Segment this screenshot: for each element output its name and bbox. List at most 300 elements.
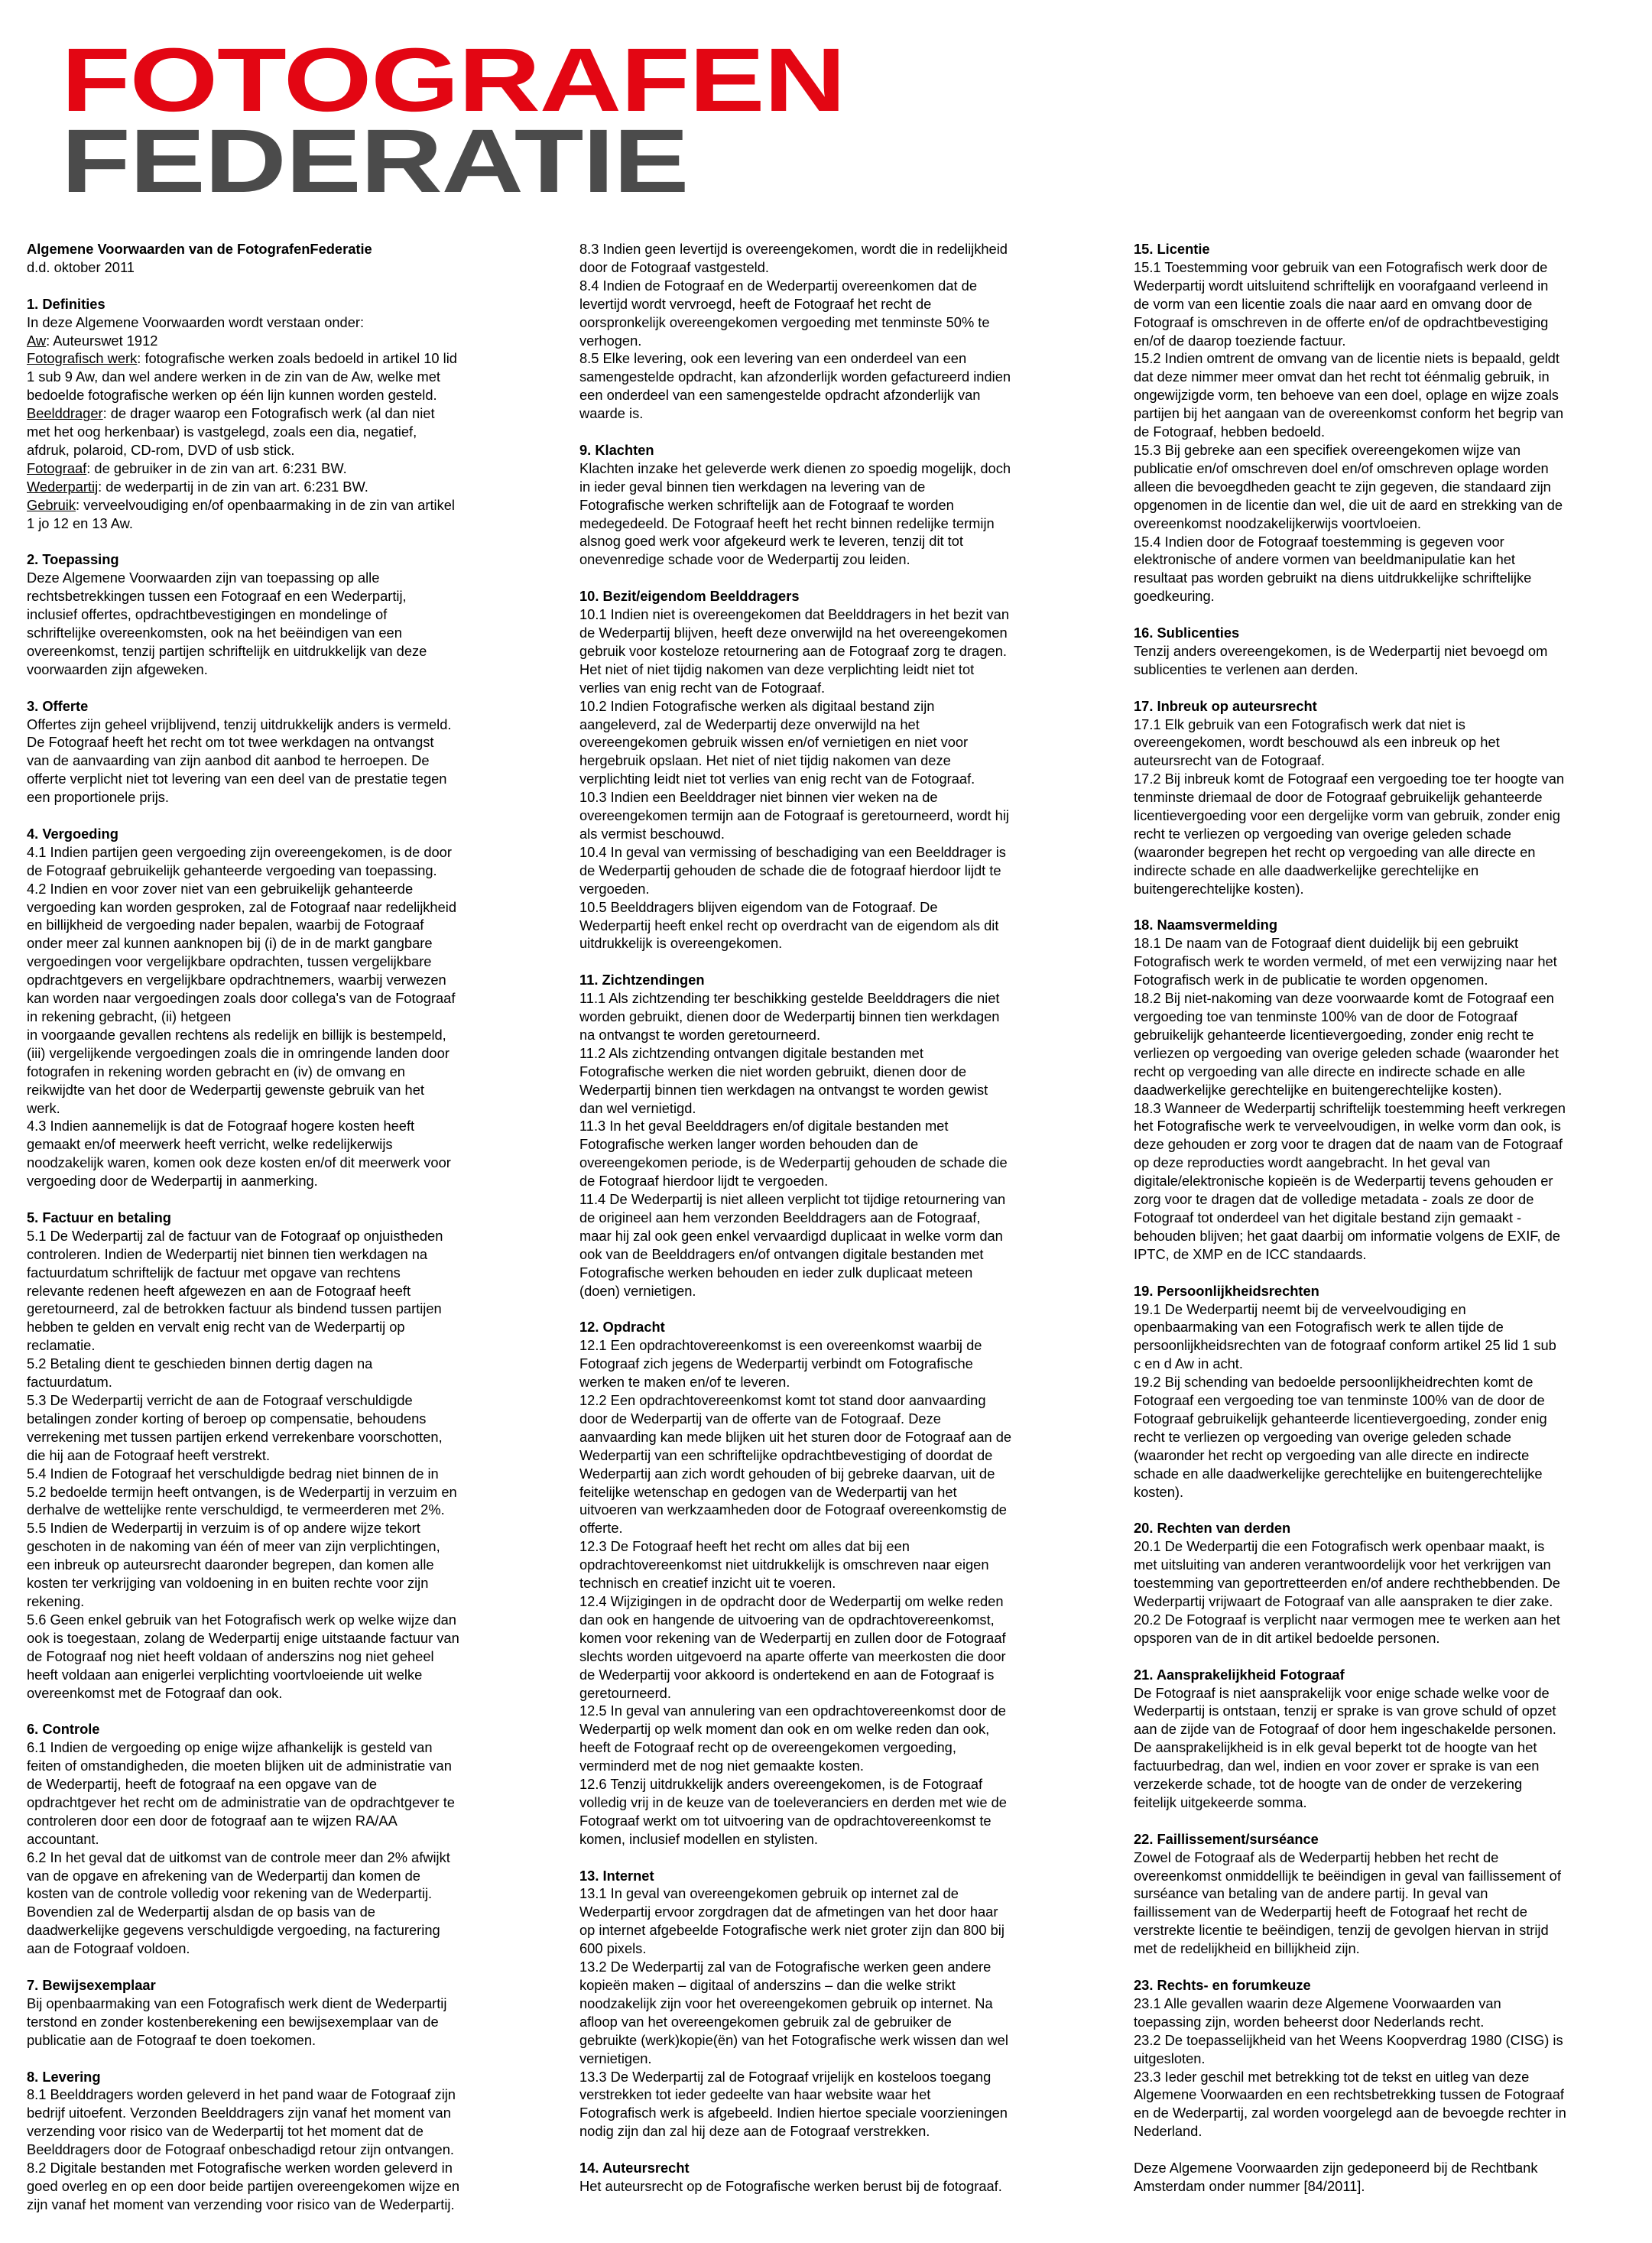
text-line: Wederpartij op welk moment dan ook en om welke reden dan ook, <box>579 1721 990 1738</box>
text-line: de vorm van een licentie zoals die naar aard en omvang door de <box>1134 295 1533 312</box>
section-heading: 20. Rechten van derden <box>1134 1520 1291 1537</box>
text-line: 18.1 De naam van de Fotograaf dient duidelijk bij een gebruikt <box>1134 935 1519 952</box>
text-line: reclamatie. <box>27 1337 96 1354</box>
text-line: schade en alle daadwerkelijke gerechtelijke en buitengerechtelijke <box>1134 1465 1543 1482</box>
text-line <box>27 349 553 368</box>
text-line: 10.1 Indien niet is overeengekomen dat Beelddragers in het bezit van <box>579 606 1010 623</box>
text-line: Beelddragers door de Fotograaf onbeschadigd retour zijn ontvangen. <box>27 2141 454 2158</box>
text-line: publicatie en/of omschreven doel en/of omschreven oplage worden <box>1134 459 1549 476</box>
text-line: en/of de daarop toeziende factuur. <box>1134 332 1346 349</box>
text-line: en de Wederpartij, zal worden voorgelegd aan de bevoegde rechter in <box>1134 2105 1566 2121</box>
text-line: betalingen zonder korting of beroep op compensatie, behoudens <box>27 1410 427 1427</box>
text-line: 5.6 Geen enkel gebruik van het Fotografisch werk op welke wijze dan <box>27 1611 456 1628</box>
text-line: 23.2 De toepasselijkheid van het Weens Koopverdrag 1980 (CISG) is <box>1134 2031 1563 2048</box>
text-line: digitale/elektronische kopieën is de Wederpartij tevens gehouden er <box>1134 1173 1553 1190</box>
text-line: kosten ter verkrijging van voldoening in en buiten rechte voor zijn <box>27 1575 429 1592</box>
text-line: zorg voor te dragen dat de volledige metadata - zoals ze door de <box>1134 1191 1534 1208</box>
text-line: 8.4 Indien de Fotograaf en de Wederpartij overeenkomen dat de <box>579 277 978 294</box>
section-heading: 22. Faillissement/surséance <box>1134 1830 1319 1847</box>
section-heading: 5. Factuur en betaling <box>27 1209 171 1225</box>
text-line: aan de Fotograaf voldoen. <box>27 1940 190 1957</box>
text-line: Wederpartij binnen tien werkdagen na ontvangst te worden gewist <box>579 1081 988 1098</box>
text-line: voorwaarden zijn afgeweken. <box>27 661 208 677</box>
defined-term: Fotografisch werk <box>27 350 138 367</box>
text-line: overeengekomen termijn aan de Fotograaf is geretourneerd, wordt hij <box>579 807 1009 824</box>
text-line: verplichting leidt niet tot verlies van enig recht van de Fotograaf. <box>579 771 975 787</box>
text-line: reikwijdte van het door de Wederpartij gewenste gebruik van het <box>27 1081 424 1098</box>
text-line: 13.3 De Wederpartij zal de Fotograaf vrijelijk en kosteloos toegang <box>579 2068 992 2085</box>
text-line: opdrachtovereenkomst niet uitdrukkelijk is omschreven naar eigen <box>579 1556 989 1573</box>
text-line: 1 sub 9 Aw, dan wel andere werken in de zin van de Aw, welke met <box>27 368 440 385</box>
text-line: feitelijke wetenschap en gedogen van de Wederpartij van het <box>579 1483 957 1500</box>
text-line: derhalve de wettelijke rente verschuldigd, te vermeerderen met 2%. <box>27 1501 445 1518</box>
text-line: Fotografische werken langer worden behouden dan de <box>579 1136 919 1153</box>
text-line: 15.1 Toestemming voor gebruik van een Fotografisch werk door de <box>1134 258 1548 275</box>
text-line: ongewijzigde vorm, ten behoeve van een doel, oplage en wijze zoals <box>1134 387 1559 404</box>
text-line: 23.1 Alle gevallen waarin deze Algemene Voorwaarden van <box>1134 1995 1501 2011</box>
text-line: overeenkomst, tenzij partijen schriftelijk en uitdrukkelijk van deze <box>27 642 427 659</box>
text-line: onder meer zal kunnen aanknopen bij (i) de in de markt gangbare <box>27 935 433 952</box>
text-line: rechtsbetrekkingen tussen een Fotograaf en een Wederpartij, <box>27 588 407 605</box>
definition-text: : fotografische werken zoals bedoeld in artikel 10 lid <box>137 350 457 367</box>
text-line: buitengerechtelijke kosten). <box>1134 880 1304 897</box>
text-line: bedoelde fotografische werken op één lijn kunnen worden gesteld. <box>27 387 437 404</box>
section-heading: 4. Vergoeding <box>27 825 118 842</box>
text-line: persoonlijkheidsrechten van de fotograaf conform artikel 25 lid 1 sub <box>1134 1337 1556 1354</box>
defined-term: Beelddrager <box>27 405 103 422</box>
text-line: een onderdeel van een samengestelde opdracht afzonderlijk van <box>579 387 981 404</box>
text-line: kosten). <box>1134 1483 1184 1500</box>
text-line: 5.3 De Wederpartij verricht de aan de Fotograaf verschuldigde <box>27 1392 413 1409</box>
text-line: 11.3 In het geval Beelddragers en/of digitale bestanden met <box>579 1118 949 1134</box>
section-heading: 7. Bewijsexemplaar <box>27 1976 156 1993</box>
text-line: 4.2 Indien en voor zover niet van een gebruikelijk gehanteerde <box>27 880 414 897</box>
text-line: partijen bij het aangaan van de overeenkomst conform het begrip van <box>1134 405 1563 422</box>
text-line: verminderd met de nog niet gemaakte kosten. <box>579 1758 864 1774</box>
definition-text: : de wederpartij in de zin van art. 6:231 BW. <box>98 478 368 495</box>
section <box>1134 916 1652 1263</box>
section-heading: 13. Internet <box>579 1867 654 1884</box>
text-line: maar hij zal ook geen enkel vervaardigd duplicaat in welke vorm dan <box>579 1227 1003 1244</box>
section-heading: 8. Levering <box>27 2068 101 2085</box>
text-line: nodig zijn dan zal hij deze aan de Fotograaf verstrekken. <box>579 2123 930 2140</box>
text-line: faillissement van de Wederpartij heeft de Fotograaf het recht de <box>1134 1904 1527 1920</box>
text-line: zijn vanaf het moment van verzending voor risico van de Wederpartij. <box>27 2196 455 2212</box>
text-line: toestemming van geportretteerden en/of andere rechthebbenden. De <box>1134 1575 1560 1592</box>
text-line: in voorgaande gevallen rechtens als redelijk en billijk is bestempeld, <box>27 1026 446 1043</box>
text-line: 15.2 Indien omtrent de omvang van de licentie niets is bepaald, geldt <box>1134 350 1560 367</box>
section <box>27 1209 553 1702</box>
text-line: goedkeuring. <box>1134 588 1215 605</box>
text-line: recht te verliezen op vergoeding van overige geleden schade <box>1134 1428 1511 1445</box>
text-line: 15.3 Bij gebreke aan een specifiek overeengekomen wijze van <box>1134 441 1521 458</box>
text-line: Fotograaf zich jegens de Wederpartij verbindt om Fotografische <box>579 1355 973 1372</box>
text-line: vernietigen. <box>579 2050 652 2066</box>
text-line: 23.3 Ieder geschil met betrekking tot de tekst en uitleg van deze <box>1134 2068 1530 2085</box>
text-line: hergebruik opslaan. Het niet of niet tijdig nakomen van deze <box>579 752 951 769</box>
text-line: volledig vrij in de keuze van de toeleveranciers en derden met wie de <box>579 1793 1007 1810</box>
text-line: samengestelde opdracht, kan afzonderlijk worden gefactureerd indien <box>579 368 1011 385</box>
text-line: met de redelijkheid en billijkheid zijn. <box>1134 1940 1360 1957</box>
text-line: Fotografisch werk in de publicatie te worden opgenomen. <box>1134 972 1488 988</box>
text-line: overeengekomen, wordt beschouwd als een inbreuk op het <box>1134 734 1500 751</box>
section <box>1134 624 1652 679</box>
text-line: Wederpartij aan zich wordt gehouden of bij gebreke daarvan, uit de <box>579 1465 995 1482</box>
text-line: heeft de Fotograaf recht op de overeengekomen vergoeding, <box>579 1739 956 1756</box>
text-line: 18.2 Bij niet-nakoming van deze voorwaarde komt de Fotograaf een <box>1134 990 1554 1007</box>
section-heading: 19. Persoonlijkheidsrechten <box>1134 1282 1319 1299</box>
text-line <box>27 404 553 423</box>
section-heading: 23. Rechts- en forumkeuze <box>1134 1976 1311 1993</box>
text-line: Amsterdam onder nummer [84/2011]. <box>1134 2177 1365 2194</box>
text-line: 6.1 Indien de vergoeding op enige wijze afhankelijk is gesteld van <box>27 1739 433 1756</box>
text-line: behouden blijven; het gaat daarbij om informatie volgens de EXIF, de <box>1134 1227 1560 1244</box>
text-line: 12.6 Tenzij uitdrukkelijk anders overeengekomen, is de Fotograaf <box>579 1776 983 1793</box>
text-line <box>27 459 553 478</box>
text-line: afdruk, polaroid, CD-rom, DVD of usb stick. <box>27 441 295 458</box>
document-title: Algemene Voorwaarden van de FotografenFederatie <box>27 241 372 257</box>
section <box>579 1318 1105 1848</box>
text-line: IPTC, de XMP en de ICC standaards. <box>1134 1245 1367 1262</box>
text-line: gebruikelijk gehanteerde licentievergoeding, zonder enig recht te <box>1134 1026 1534 1043</box>
text-line: 12.4 Wijzigingen in de opdracht door de Wederpartij om welke reden <box>579 1593 1004 1609</box>
text-line: dat deze nimmer meer omvat dan het recht tot éénmalig gebruik, in <box>1134 368 1550 385</box>
text-line: de Fotograaf nog niet heeft voldaan of anderszins nog niet geheel <box>27 1647 434 1664</box>
text-line: relevante redenen heeft afgewezen en aan de Fotograaf heeft <box>27 1282 411 1299</box>
text-line: heeft voldaan aan enigerlei verplichting voortvloeiende uit welke <box>27 1666 423 1683</box>
text-line: in rekening gebracht, (ii) hetgeen <box>27 1008 232 1024</box>
section <box>579 2159 1105 2196</box>
text-line: levertijd wordt vervroegd, heeft de Fotograaf het recht de <box>579 295 932 312</box>
text-line: In deze Algemene Voorwaarden wordt verstaan onder: <box>27 313 365 330</box>
text-line: Deze Algemene Voorwaarden zijn van toepassing op alle <box>27 570 380 586</box>
text-line: opdrachtgevers en vergelijkbare opdrachtnemers, waarbij verwezen <box>27 972 446 988</box>
text-line: alsnog goed werk voor afgekeurd werk te leveren, tenzij dit tot <box>579 533 963 550</box>
text-line: slechts worden uitgevoerd na aparte offerte van meerkosten die door <box>579 1647 1006 1664</box>
text-line: vergoedingen voor vergelijkbare opdrachten, tussen vergelijkbare <box>27 953 432 970</box>
section <box>1134 697 1652 898</box>
text-line: Fotograaf is omschreven in de offerte en/of de opdrachtbevestiging <box>1134 313 1549 330</box>
text-line: opsporen van de in dit artikel bedoelde personen. <box>1134 1629 1440 1646</box>
text-line: Wederpartij vrijwaart de Fotograaf van alle aanspraken te dier zake. <box>1134 1592 1553 1609</box>
text-line: 19.2 Bij schending van bedoelde persoonlijkheidrechten komt de <box>1134 1374 1534 1391</box>
text-line: dan ook en hangende de uitvoering van de opdrachtovereenkomst, <box>579 1611 995 1628</box>
text-line: De Fotograaf is niet aansprakelijk voor enige schade welke voor de <box>1134 1684 1550 1701</box>
section <box>579 1867 1105 2141</box>
text-line: factuurdatum schriftelijk de factuur met opgave van rechtens <box>27 1264 401 1281</box>
text-line: ook is toegestaan, zolang de Wederpartij enige uitstaande factuur van <box>27 1629 459 1646</box>
section-heading: 1. Definities <box>27 295 105 312</box>
text-line: 5.1 De Wederpartij zal de factuur van de Fotograaf op onjuistheden <box>27 1227 443 1244</box>
text-line: 20.1 De Wederpartij die een Fotografisch werk openbaar maakt, is <box>1134 1538 1545 1555</box>
text-line: de Fotograaf gebruikelijk gehanteerde vergoeding van toepassing. <box>27 862 437 878</box>
text-line: Wederpartij heeft enkel recht op overdracht van de eigendom als dit <box>579 917 999 933</box>
text-line: 8.3 Indien geen levertijd is overeengekomen, wordt die in redelijkheid <box>579 241 1008 257</box>
text-line: een inbreuk op auteursrecht daaronder begrepen, dan komen alle <box>27 1556 434 1573</box>
text-line: Het auteursrecht op de Fotografische werken berust bij de fotograaf. <box>579 2177 1002 2194</box>
text-line: verzending voor risico van de Wederpartij tot het moment dat de <box>27 2123 424 2140</box>
text-line: kan worden naar vergoedingen zoals door collega's van de Fotograaf <box>27 990 456 1007</box>
logo-line-federatie: FEDERATIE <box>61 111 689 212</box>
text-line: Fotografische werken schriftelijk aan de Fotograaf te worden <box>579 496 954 513</box>
logo-line-fotografen: FOTOGRAFEN <box>61 30 845 131</box>
section-heading: 18. Naamsvermelding <box>1134 917 1277 933</box>
text-line: 19.1 De Wederpartij neemt bij de verveelvoudiging en <box>1134 1300 1466 1317</box>
text-line: de Fotograaf, hebben bedoeld. <box>1134 424 1326 440</box>
text-line: Wederpartij ervoor zorgdragen dat de afmetingen van het door haar <box>579 1904 998 1920</box>
section-heading: 2. Toepassing <box>27 551 119 568</box>
text-line: Wederpartij wordt uitsluitend schriftelijk en voorafgaand verleend in <box>1134 277 1549 294</box>
text-line: de Wederpartij, heeft de fotograaf na een opgave van de <box>27 1776 378 1793</box>
section <box>27 1976 553 2050</box>
section-heading: 15. Licentie <box>1134 241 1210 257</box>
text-line: vergoeding kan worden gesproken, zal de Fotograaf naar redelijkheid <box>27 898 456 915</box>
text-line: 8.2 Digitale bestanden met Fotografische werken worden geleverd in <box>27 2160 453 2176</box>
text-line: verstrekte licentie te beëindigen, tenzij de gevolgen hiervan in strijd <box>1134 1922 1549 1939</box>
text-line: inclusief offertes, opdrachtbevestigingen en mondelinge of <box>27 606 388 623</box>
text-line: met het oog herkenbaar) is vastgelegd, zoals een dia, negatief, <box>27 424 417 440</box>
text-line: verliezen op vergoeding van overige geleden schade (waaronder het <box>1134 1044 1559 1061</box>
section <box>579 240 1105 423</box>
text-line: Bij openbaarmaking van een Fotografisch werk dient de Wederpartij <box>27 1995 447 2011</box>
text-line: het Fotografische werk te verveelvoudigen, in welke vorm dan ook, is <box>1134 1118 1561 1134</box>
text-line: met uitsluiting van anderen verantwoordelijk voor het verkrijgen van <box>1134 1556 1551 1573</box>
text-line: 6.2 In het geval dat de uitkomst van de controle meer dan 2% afwijkt <box>27 1849 450 1865</box>
text-line: onevenredige schade voor de Wederpartij zou leiden. <box>579 551 910 568</box>
text-line: Offertes zijn geheel vrijblijvend, tenzij uitdrukkelijk anders is vermeld. <box>27 716 452 732</box>
text-line: 11.2 Als zichtzending ontvangen digitale bestanden met <box>579 1044 923 1061</box>
text-line: Wederpartij van een schriftelijke opdrachtbevestiging of doordat de <box>579 1446 993 1463</box>
definition-text: : de gebruiker in de zin van art. 6:231 BW. <box>86 459 347 476</box>
text-line: 13.2 De Wederpartij zal van de Fotografische werken geen andere <box>579 1959 992 1975</box>
text-line: bedrijf uitoefent. Verzonden Beelddragers zijn vanaf het moment van <box>27 2105 451 2121</box>
text-line: overeenkomst met de Fotograaf dan ook. <box>27 1684 283 1701</box>
text-line: noodzakelijk waren, komen ook deze kosten en/of dit meerwerk voor <box>27 1154 451 1171</box>
text-line: aangeleverd, zal de Wederpartij deze onverwijld na het <box>579 716 920 732</box>
section <box>1134 1282 1652 1501</box>
text-line: controleren. Indien de Wederpartij niet binnen tien werkdagen na <box>27 1245 428 1262</box>
text-line: Fotografische werken die niet worden gebruikt, dienen door de <box>579 1063 967 1079</box>
text-line: medegedeeld. De Fotograaf heeft het recht binnen redelijke termijn <box>579 514 995 531</box>
text-line: accountant. <box>27 1830 99 1847</box>
definition-text: : de drager waarop een Fotografisch werk (al dan niet <box>102 405 435 422</box>
text-line: 4.1 Indien partijen geen vergoeding zijn overeengekomen, is de door <box>27 843 452 860</box>
defined-term: Aw <box>27 332 47 349</box>
text-line: noodzakelijk zijn voor het overeengekomen gebruik op internet. Na <box>579 1995 993 2011</box>
text-line: komen voor rekening van de Wederpartij en zullen door de Fotograaf <box>579 1629 1006 1646</box>
section-heading: 6. Controle <box>27 1721 100 1738</box>
text-line: in ieder geval binnen tien werkdagen na levering van de <box>579 478 926 495</box>
text-line: Fotograaf gebruikelijk gehanteerde licentievergoeding, zonder enig <box>1134 1410 1547 1427</box>
text-line: uitvoeren van werkzaamheden door de Fotograaf overeenkomstig de <box>579 1501 1007 1518</box>
section <box>579 971 1105 1300</box>
text-line: kopieën maken – digitaal of anderszins – dan die welke strikt <box>579 1977 956 1994</box>
text-line: (waaronder begrepen het recht op vergoeding van alle directe en <box>1134 843 1536 860</box>
text-line: alleen die bevoegdheden geacht te zijn gegeven, die standaard zijn <box>1134 478 1551 495</box>
text-line <box>27 496 553 514</box>
text-line: die hij aan de Fotograaf heeft verstrekt. <box>27 1446 271 1463</box>
text-line: geschoten in de nakoming van één of meer van zijn verplichtingen, <box>27 1538 440 1555</box>
text-line: de Wederpartij gehouden de schade die de fotograaf hierdoor lijdt te <box>579 862 1001 878</box>
text-line: controleren door een door de fotograaf aan te wijzen RA/AA <box>27 1812 398 1829</box>
defined-term: Wederpartij <box>27 478 99 495</box>
text-line: worden gebruikt, dienen door de Wederpartij binnen tien werkdagen <box>579 1008 1000 1025</box>
text-line: 20.2 De Fotograaf is verplicht naar vermogen mee te werken aan het <box>1134 1611 1560 1628</box>
section <box>1134 1666 1652 1812</box>
section <box>1134 2159 1652 2196</box>
section <box>1134 1830 1652 1958</box>
text-line: overeengekomen gebruik wissen en/of vernietigen en niet voor <box>579 734 969 751</box>
text-line: vergoeding door de Wederpartij in aanmerking. <box>27 1173 318 1190</box>
text-line: een proportionele prijs. <box>27 789 169 806</box>
text-line: waarde is. <box>579 405 644 422</box>
section-heading: 12. Opdracht <box>579 1319 665 1336</box>
text-line: Bovendien zal de Wederpartij alsdan de op basis van de <box>27 1904 375 1920</box>
text-line: openbaarmaking van een Fotografisch werk te allen tijde de <box>1134 1319 1504 1336</box>
text-line: 8.5 Elke levering, ook een levering van een onderdeel van een <box>579 350 967 367</box>
text-line: rekening. <box>27 1592 85 1609</box>
text-line: Fotografisch werk te worden vermeld, of met een verwijzing naar het <box>1134 953 1557 970</box>
text-line: offerte. <box>579 1520 623 1537</box>
text-line: 11.1 Als zichtzending ter beschikking gestelde Beelddragers die niet <box>579 990 1000 1007</box>
text-line: Fotografisch werk is afgebeeld. Indien hiertoe speciale voorzieningen <box>579 2105 1008 2121</box>
text-line: resultaat pas worden gebruikt na diens uitdrukkelijke schriftelijke <box>1134 570 1532 586</box>
text-line: overeenkomst onmiddellijk te beëindigen in geval van faillissement of <box>1134 1867 1561 1884</box>
text-line: aan de zijde van de Fotograaf of door hem ingeschakelde personen. <box>1134 1721 1556 1738</box>
text-line: verhogen. <box>579 332 642 349</box>
text-line: overeengekomen periode, is de Wederpartij gehouden de schade die <box>579 1154 1008 1171</box>
text-line: publicatie aan de Fotograaf te doen toekomen. <box>27 2031 316 2048</box>
text-line: offerte verplicht niet tot levering van een deel van de prestatie tegen <box>27 771 447 787</box>
text-line: opdrachtgever het recht om de administratie van de opdrachtgever te <box>27 1793 455 1810</box>
text-line: factuurbedrag, dan wel, indien en voor zover er sprake is van een <box>1134 1758 1540 1774</box>
text-line: 5.5 Indien de Wederpartij in verzuim is of op andere wijze tekort <box>27 1520 420 1537</box>
text-line: de Fotograaf hierdoor lijdt te vergoeden. <box>579 1173 829 1190</box>
text-line: factuurdatum. <box>27 1374 112 1391</box>
text-line: auteursrecht van de Fotograaf. <box>1134 752 1325 769</box>
text-line: De aansprakelijkheid is in elk geval beperkt tot de hoogte van het <box>1134 1739 1537 1756</box>
section-heading: 9. Klachten <box>579 441 654 458</box>
text-line: 12.2 Een opdrachtovereenkomst komt tot stand door aanvaarding <box>579 1392 986 1409</box>
text-line: 10.3 Indien een Beelddrager niet binnen vier weken na de <box>579 789 938 806</box>
text-line: c en d Aw in acht. <box>1134 1355 1243 1372</box>
section <box>27 550 553 678</box>
text-line: Algemene Voorwaarden en een rechtsbetrekking tussen de Fotograaf <box>1134 2086 1565 2103</box>
section-heading: 16. Sublicenties <box>1134 625 1240 641</box>
text-line: gemaakt en/of meerwerk heeft verricht, welke redelijkerwijs <box>27 1136 393 1153</box>
text-line: elektronische of andere vormen van beeldmanipulatie kan het <box>1134 551 1515 568</box>
text-line: 600 pixels. <box>579 1940 647 1957</box>
text-line: Klachten inzake het geleverde werk dienen zo spoedig mogelijk, doch <box>579 459 1011 476</box>
text-line: feiten of omstandigheden, die moeten blijken uit de administratie van <box>27 1758 452 1774</box>
text-line: feitelijk uitgekeerde somma. <box>1134 1793 1307 1810</box>
definition-text: : Auteurswet 1912 <box>46 332 158 349</box>
text-line: Deze Algemene Voorwaarden zijn gedeponeerd bij de Rechtbank <box>1134 2160 1538 2176</box>
text-line: Nederland. <box>1134 2123 1202 2140</box>
text-line: 12.1 Een opdrachtovereenkomst is een overeenkomst waarbij de <box>579 1337 982 1354</box>
text-line: (waaronder het recht op vergoeding van alle directe en indirecte <box>1134 1446 1530 1463</box>
text-line: werk. <box>27 1099 60 1116</box>
text-line: geretourneerd. <box>579 1684 671 1701</box>
text-line: oorspronkelijk overeengekomen vergoeding met tenminste 50% te <box>579 313 990 330</box>
text-line: 10.2 Indien Fotografische werken als digitaal bestand zijn <box>579 697 935 714</box>
text-line: Fotograaf een vergoeding toe van tenminste 100% van de door de <box>1134 1392 1545 1409</box>
text-line: 15.4 Indien door de Fotograaf toestemming is gegeven voor <box>1134 533 1504 550</box>
text-line: verlies van enig recht van de Fotograaf. <box>579 679 826 696</box>
section <box>1134 1976 1652 2141</box>
column-1 <box>27 240 553 2214</box>
text-line: uitdrukkelijk is overeengekomen. <box>579 935 783 952</box>
text-line: uitgesloten. <box>1134 2050 1206 2066</box>
text-line: surséance van betaling van de andere partij. In geval van <box>1134 1885 1488 1902</box>
text-line: ook van de Beelddragers en/of ontvangen digitale bestanden met <box>579 1245 984 1262</box>
text-line: overeenkomst noodzakelijkerwijs voortvloeien. <box>1134 514 1421 531</box>
text-line: gebruikte (werk)kopie(ën) van het Fotografische werk wissen dan wel <box>579 2031 1008 2048</box>
document-intro <box>27 240 553 277</box>
text-line: (iii) vergelijkende vergoedingen zoals die in omringende landen door <box>27 1044 450 1061</box>
section-heading: 17. Inbreuk op auteursrecht <box>1134 697 1317 714</box>
text-line: Wederpartij is ontstaan, tenzij er sprake is van grove schuld of opzet <box>1134 1703 1556 1719</box>
text-line: als vermist beschouwd. <box>579 825 725 842</box>
text-line: hebben te gelden en vervalt enig recht van de Wederpartij op <box>27 1319 405 1336</box>
text-line: door de Fotograaf vastgesteld. <box>579 258 769 275</box>
section <box>27 697 553 807</box>
text-line: 10.4 In geval van vermissing of beschadiging van een Beelddrager is <box>579 843 1006 860</box>
section <box>27 825 553 1190</box>
text-line: Fotograaf tot onderdeel van het digitale bestand zijn gemaakt - <box>1134 1209 1522 1225</box>
text-line: 1 jo 12 en 13 Aw. <box>27 514 133 531</box>
text-line: terstond en zonder kostenberekening een bewijsexemplaar van de <box>27 2013 439 2030</box>
text-line <box>27 332 553 350</box>
column-3 <box>1134 240 1652 2196</box>
text-line: vergoeding toe van tenminste 100% van de door de Fotograaf <box>1134 1008 1518 1025</box>
text-line: geretourneerd, zal de betrokken factuur als bindend tussen partijen <box>27 1300 442 1317</box>
text-line: vergoeden. <box>579 880 650 897</box>
section-heading: 3. Offerte <box>27 697 89 714</box>
text-line: 17.2 Bij inbreuk komt de Fotograaf een vergoeding toe ter hoogte van <box>1134 771 1565 787</box>
section <box>27 1720 553 1958</box>
text-line: 5.4 Indien de Fotograaf het verschuldigde bedrag niet binnen de in <box>27 1465 439 1482</box>
text-line: na ontvangst te worden geretourneerd. <box>579 1026 821 1043</box>
text-line: Tenzij anders overeengekomen, is de Wederpartij niet bevoegd om <box>1134 642 1548 659</box>
logo <box>61 30 845 212</box>
defined-term: Gebruik <box>27 496 76 513</box>
text-line: 12.5 In geval van annulering van een opdrachtovereenkomst door de <box>579 1703 1006 1719</box>
text-line: 5.2 bedoelde termijn heeft ontvangen, is de Wederpartij in verzuim en <box>27 1483 457 1500</box>
definition-text: : verveelvoudiging en/of openbaarmaking in de zin van artikel <box>76 496 455 513</box>
column-2 <box>579 240 1105 2196</box>
text-line: afloop van het overeengekomen gebruik zal de gebruiker de <box>579 2013 952 2030</box>
text-line: de Wederpartij blijven, heeft deze onverwijld na het overeengekomen <box>579 625 1008 641</box>
section <box>579 587 1105 953</box>
text-line: schriftelijke overeenkomsten, ook na het beëindigen van een <box>27 625 402 641</box>
section-heading: 10. Bezit/eigendom Beelddragers <box>579 588 800 605</box>
text-line: van de aanvaarding van zijn aanbod dit aanbod te herroepen. De <box>27 752 430 769</box>
text-line: de origineel aan hem verzonden Beelddragers aan de Fotograaf, <box>579 1209 981 1225</box>
text-line: komen, inclusief modellen en stylisten. <box>579 1830 818 1847</box>
text-line: door de Wederpartij van de offerte van de Fotograaf. Deze <box>579 1410 941 1427</box>
text-line: deze gehouden er zorg voor te dragen dat de naam van de Fotograaf <box>1134 1136 1563 1153</box>
text-line: 12.3 De Fotograaf heeft het recht om alles dat bij een <box>579 1538 910 1555</box>
text-line: 18.3 Wanneer de Wederpartij schriftelijk toestemming heeft verkregen <box>1134 1099 1566 1116</box>
text-line <box>27 478 553 496</box>
text-line: kosten van de controle volledig voor rekening van de Wederpartij. <box>27 1885 433 1902</box>
text-line: 11.4 De Wederpartij is niet alleen verplicht tot tijdige retournering van <box>579 1191 1006 1208</box>
document-date: d.d. oktober 2011 <box>27 258 135 275</box>
section <box>27 295 553 533</box>
text-line: technisch en creatief inzicht uit te voeren. <box>579 1575 836 1592</box>
text-line: op deze reproducties wordt aangebracht. In het geval van <box>1134 1154 1491 1171</box>
